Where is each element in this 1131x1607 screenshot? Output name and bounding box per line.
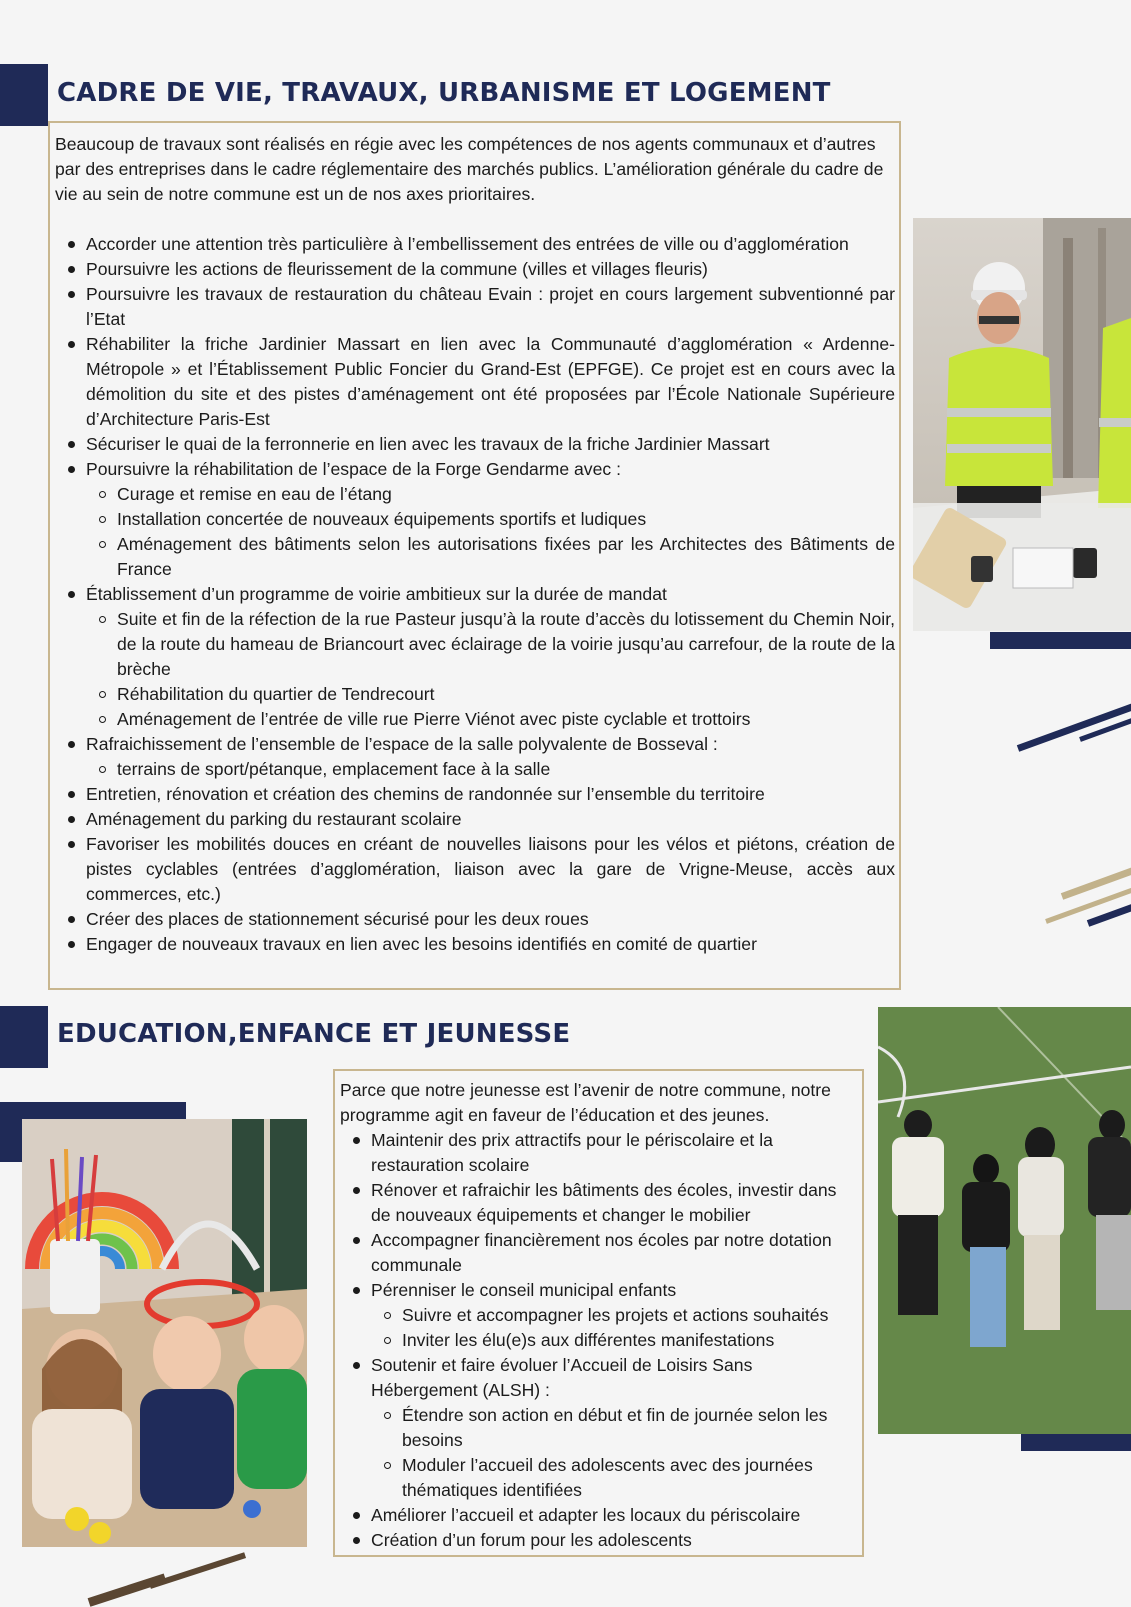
list-item-text: Rénover et rafraichir les bâtiments des écoles, investir dans de nouveaux équipements et changer le mobilier (371, 1180, 837, 1225)
list-item-text: Favoriser les mobilités douces en créant de nouvelles liaisons pour les vélos et piétons, création de pistes cyclables (entrées d’agglomération, liaison avec la gare de Vrigne-Meuse, accès aux commerces, etc.) (86, 834, 895, 904)
decorative-stripe (1045, 885, 1131, 924)
list-item (55, 257, 895, 282)
sub-list-item: Aménagement des bâtiments selon les autorisations fixées par les Architectes des Bâtiments de France (86, 532, 895, 582)
list-item-text: Poursuivre la réhabilitation de l’espace de la Forge Gendarme avec : (86, 459, 621, 479)
list-item (55, 432, 895, 457)
photo-accent-bar (990, 632, 1131, 649)
section-accent-bar (0, 1006, 48, 1068)
list-item-text: Accompagner financièrement nos écoles par notre dotation communale (371, 1230, 832, 1275)
sub-list-item: Installation concertée de nouveaux équipements sportifs et ludiques (86, 507, 895, 532)
sub-list-item: Moduler l’accueil des adolescents avec des journées thématiques identifiées (371, 1453, 858, 1503)
list-item-text: Entretien, rénovation et création des chemins de randonnée sur l’ensemble du territoire (86, 784, 765, 804)
list-item-text: Pérenniser le conseil municipal enfants (371, 1280, 677, 1300)
list-item-text: Maintenir des prix attractifs pour le périscolaire et la restauration scolaire (371, 1130, 773, 1175)
list-item-text: Rafraichissement de l’ensemble de l’espace de la salle polyvalente de Bosseval : (86, 734, 718, 754)
sub-list-item: Étendre son action en début et fin de journée selon les besoins (371, 1403, 858, 1453)
list-item-text: Soutenir et faire évoluer l’Accueil de Loisirs Sans Hébergement (ALSH) : (371, 1355, 753, 1400)
list-item-text: Améliorer l’accueil et adapter les locaux du périscolaire (371, 1505, 801, 1525)
list-item-text: Sécuriser le quai de la ferronnerie en lien avec les travaux de la friche Jardinier Massart (86, 434, 770, 454)
sub-list (371, 1403, 858, 1503)
priority-list (55, 232, 895, 957)
list-item (55, 782, 895, 807)
list-item (340, 1503, 858, 1528)
list-item (55, 582, 895, 732)
section-title-cadre-de-vie: CADRE DE VIE, TRAVAUX, URBANISME ET LOGEMENT (57, 78, 831, 108)
list-item (340, 1228, 858, 1278)
decorative-stripe (88, 1573, 167, 1606)
section-education-box (333, 1069, 864, 1557)
section-cadre-de-vie-box (48, 121, 901, 990)
list-item-text: Engager de nouveaux travaux en lien avec les besoins identifiés en comité de quartier (86, 934, 757, 954)
list-item (340, 1528, 858, 1553)
sub-list-item: Réhabilitation du quartier de Tendrecourt (86, 682, 895, 707)
sub-list (371, 1303, 858, 1353)
sub-list-item: Suivre et accompagner les projets et actions souhaités (371, 1303, 858, 1328)
list-item (55, 832, 895, 907)
sub-list-item: Inviter les élu(e)s aux différentes manifestations (371, 1328, 858, 1353)
list-item-text: Réhabiliter la friche Jardinier Massart en lien avec la Communauté d’agglomération « Ardenne-Métropole » et l’Établissement Public Foncier du Grand-Est (EPFGE). Ce projet est en cours avec la démolition du site et des pistes d’aménagement ont été proposées par l’École Nationale Supérieure d’Architecture Paris-Est (86, 334, 895, 429)
sub-list-item: Curage et remise en eau de l’étang (86, 482, 895, 507)
section-intro: Parce que notre jeunesse est l’avenir de notre commune, notre programme agit en faveur de l’éducation et des jeunes. (340, 1080, 831, 1125)
children-photo (22, 1119, 307, 1547)
construction-workers-photo (913, 218, 1131, 631)
youths-walking-photo (878, 1007, 1131, 1434)
sub-list (86, 607, 895, 732)
section-accent-bar (0, 64, 48, 126)
list-item (55, 282, 895, 332)
list-item (55, 907, 895, 932)
priority-list (340, 1128, 858, 1553)
list-item (340, 1278, 858, 1353)
sub-list-item: Suite et fin de la réfection de la rue Pasteur jusqu’à la route d’accès du lotissement du Chemin Noir, de la route du hameau de Briancourt avec éclairage de la voirie jusqu’au carrefour, de la route de la brèche (86, 607, 895, 682)
list-item (55, 807, 895, 832)
list-item-text: Créer des places de stationnement sécurisé pour les deux roues (86, 909, 589, 929)
sub-list-item: terrains de sport/pétanque, emplacement face à la salle (86, 757, 895, 782)
section-intro: Beaucoup de travaux sont réalisés en régie avec les compétences de nos agents communaux et d’autres par des entreprises dans le cadre réglementaire des marchés publics. L’amélioration générale du cadre de vie au sein de notre commune est un de nos axes prioritaires. (55, 134, 884, 204)
list-item-text: Création d’un forum pour les adolescents (371, 1530, 692, 1550)
list-item (340, 1128, 858, 1178)
section-title-education: EDUCATION,ENFANCE ET JEUNESSE (57, 1019, 571, 1049)
decorative-stripe (149, 1552, 246, 1589)
list-item-text: Accorder une attention très particulière à l’embellissement des entrées de ville ou d’agglomération (86, 234, 849, 254)
list-item-text: Aménagement du parking du restaurant scolaire (86, 809, 462, 829)
list-item (340, 1353, 858, 1503)
list-item (55, 332, 895, 432)
list-item (340, 1178, 858, 1228)
list-item-text: Poursuivre les actions de fleurissement de la commune (villes et villages fleuris) (86, 259, 708, 279)
sub-list (86, 482, 895, 582)
list-item (55, 732, 895, 782)
list-item (55, 457, 895, 582)
sub-list-item: Aménagement de l’entrée de ville rue Pierre Viénot avec piste cyclable et trottoirs (86, 707, 895, 732)
list-item-text: Établissement d’un programme de voirie ambitieux sur la durée de mandat (86, 584, 667, 604)
photo-accent-bar (1021, 1434, 1131, 1451)
sub-list (86, 757, 895, 782)
list-item (55, 232, 895, 257)
list-item-text: Poursuivre les travaux de restauration du château Evain : projet en cours largement subventionné par l’Etat (86, 284, 895, 329)
list-item (55, 932, 895, 957)
